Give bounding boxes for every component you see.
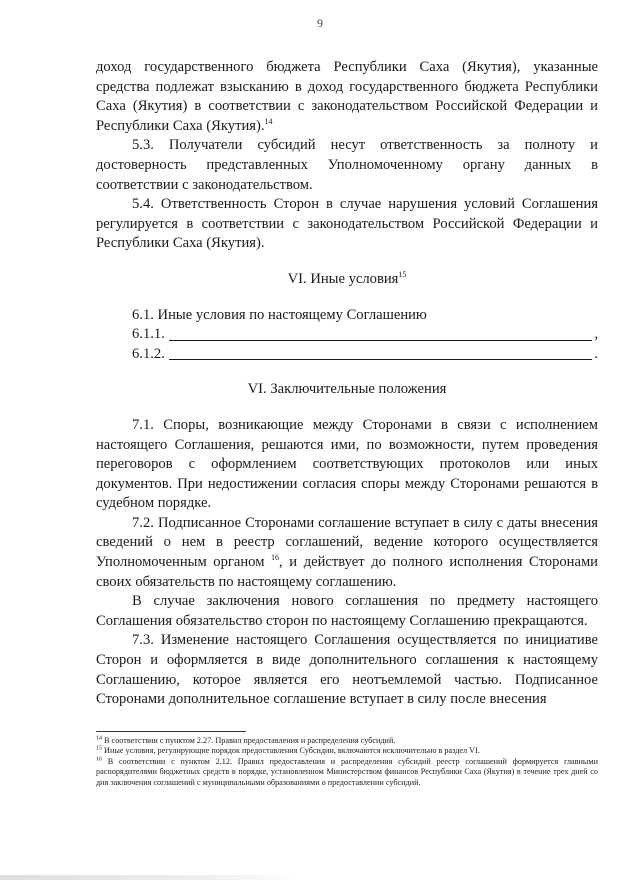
document-body [96,58,598,710]
item-number: 6.1.2. [132,345,165,362]
footnotes [96,736,598,788]
footnote-text: В соответствии с пунктом 2.12. Правил предоставления и распределения субсидий реестр соглашений формируется главными распорядителями бюджетных средств в порядке, установленном Министерством финансов Республики Саха (Якутия) в течение трех дней со дня заключения соглашений с муниципальными образованиями о предоставлении субсидий. [96,756,598,787]
fill-in-line [169,358,593,360]
item-punct: , [594,326,598,343]
section-heading-other-conditions [96,270,598,290]
paragraph-5-3: 5.3. Получатели субсидий несут ответственность за полноту и достоверность представленных Уполномоченному органу данных в соответствии с законодательством. [96,137,598,193]
paragraph-new-agreement: В случае заключения нового соглашения по предмету настоящего Соглашения обязательство сторон по настоящему Соглашению прекращаются. [96,593,598,629]
item-number: 6.1.1. [132,326,165,343]
page-number: 9 [317,16,323,30]
paragraph-5-4: 5.4. Ответственность Сторон в случае нарушения условий Соглашения регулируется в соответствии с законодательством Российской Федерации и Республики Саха (Якутия). [96,196,598,252]
footnote-marker: 15 [96,745,102,752]
paragraph-7-1: 7.1. Споры, возникающие между Сторонами в связи с исполнением настоящего Соглашения, решаются ими, по возможности, путем проведения переговоров с оформлением соответствующих протоколов или иных документов. При недостижении согласия споры между Сторонами решаются в судебном порядке. [96,416,598,512]
fill-in-line [169,339,593,341]
scan-edge-shadow [0,875,300,880]
paragraph-continuation [96,58,598,136]
footnote-15 [96,746,598,756]
footnote-text: В соответствии с пунктом 2.27. Правил предоставления и распределения субсидий. [104,736,396,745]
paragraph-7-2 [96,514,598,592]
blank-item-6-1-2 [96,345,598,365]
footnote-marker: 16 [96,756,102,763]
paragraph-text: , и действует до полного исполнения Сторонами своих обязательств по настоящему соглашению. [96,554,598,590]
paragraph-6-1: 6.1. Иные условия по настоящему Соглашению [132,306,427,323]
footnote-14 [96,736,598,746]
footnote-ref[interactable]: 14 [264,116,273,126]
footnote-ref[interactable]: 16 [271,553,280,563]
paragraph-text: 7.2. Подписанное Сторонами соглашение вступает в силу с даты внесения сведений о нем в реестр соглашений, ведение которого осуществляется Уполномоченным органом [96,514,598,571]
heading-text: VI. Иные условия [287,270,399,287]
paragraph-7-3: 7.3. Изменение настоящего Соглашения осуществляется по инициативе Сторон и оформляется в виде дополнительного соглашения к настоящему Соглашению, которое является его неотъемлемой частью. Подписанное Сторонами дополнительное соглашение вступает в силу после внесения [96,632,598,708]
footnote-text: Иные условия, регулирующие порядок предоставления Субсидии, включаются исключительно в раздел VI. [104,746,480,756]
footnote-separator [96,731,246,732]
item-punct: . [594,345,598,362]
paragraph-text: доход государственного бюджета Республики Саха (Якутия), указанные средства подлежат взысканию в доход государственного бюджета Республики Саха (Якутия) в соответствии с законодательством Российской Федерации и Республики Саха (Якутия). [96,59,598,134]
footnote-marker: 14 [96,735,102,742]
footnote-16 [96,757,598,788]
blank-item-6-1-1 [96,325,598,345]
section-heading-final-provisions: VI. Заключительные положения [247,381,447,398]
footnote-ref[interactable]: 15 [398,270,407,280]
